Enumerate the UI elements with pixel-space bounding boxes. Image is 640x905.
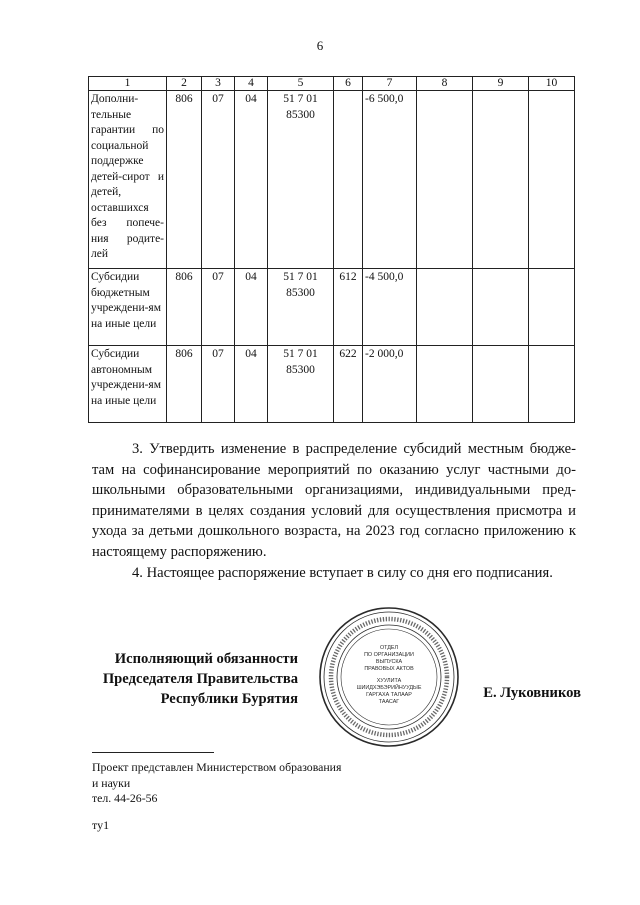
- row-name: Субсидии автономным учреждени-ям на иные цели: [89, 346, 167, 423]
- column-header: 8: [417, 77, 473, 91]
- column-header: 3: [202, 77, 235, 91]
- cell-ministry: 806: [167, 346, 202, 423]
- table-row: [89, 269, 575, 346]
- cell-expense-type: 612: [334, 269, 363, 346]
- column-header: 6: [334, 77, 363, 91]
- cell-subsection: 04: [235, 91, 268, 269]
- cell-amount: -2 000,0: [363, 346, 417, 423]
- footer-line: Проект представлен Министерством образования: [92, 760, 342, 774]
- signatory-title-line: Республики Бурятия: [160, 691, 298, 707]
- cell-target-code: 51 7 01 85300: [268, 91, 334, 269]
- cell-empty: [417, 91, 473, 269]
- cell-section: 07: [202, 346, 235, 423]
- cell-empty: [417, 269, 473, 346]
- page-number: 6: [316, 38, 324, 53]
- cell-amount: -6 500,0: [363, 91, 417, 269]
- cell-section: 07: [202, 269, 235, 346]
- cell-empty: [417, 346, 473, 423]
- seal-text-line: ТААСАГ: [378, 699, 400, 705]
- footer-note: [92, 760, 341, 807]
- cell-empty: [473, 91, 529, 269]
- column-header: 1: [89, 77, 167, 91]
- cell-section: 07: [202, 91, 235, 269]
- cell-target-code: 51 7 01 85300: [268, 269, 334, 346]
- table-row: [89, 91, 575, 269]
- cell-amount: -4 500,0: [363, 269, 417, 346]
- table-row: [89, 346, 575, 423]
- column-header: 2: [167, 77, 202, 91]
- cell-expense-type: 622: [334, 346, 363, 423]
- seal-text-line: ШИИДХЭБЭРИЙНУУДЫЕ: [356, 685, 422, 691]
- cell-subsection: 04: [235, 346, 268, 423]
- column-header: 4: [235, 77, 268, 91]
- cell-empty: [473, 269, 529, 346]
- paragraph-4: 4. Настоящее распоряжение вступает в силу со дня его подписания.: [132, 565, 553, 581]
- row-name: Дополни-тельные гарантии по социальной поддержке детей-сирот и детей, оставшихся без попече-ния родите-лей: [89, 91, 167, 269]
- seal-text-line: ПРАВОВЫХ АКТОВ: [364, 666, 414, 672]
- signatory-title: [86, 649, 298, 709]
- seal-text-line: ГАРГАХА ТАЛААР: [366, 692, 412, 698]
- signatory-name: Е. Луковников: [483, 685, 581, 701]
- table-header-row: [89, 77, 575, 91]
- cell-empty: [529, 269, 575, 346]
- seal-text-line: ОТДЕЛ: [379, 645, 399, 651]
- cell-expense-type: [334, 91, 363, 269]
- cell-ministry: 806: [167, 91, 202, 269]
- official-seal: [318, 606, 460, 748]
- column-header: 5: [268, 77, 334, 91]
- seal-text-line: ВЫПУСКА: [375, 659, 403, 665]
- seal-text-line: ПО ОРГАНИЗАЦИИ: [364, 652, 414, 658]
- signatory-title-line: Председателя Правительства: [102, 671, 298, 687]
- document-tag: ту1: [92, 818, 110, 832]
- cell-ministry: 806: [167, 269, 202, 346]
- seal-text-line: ХУУЛИТА: [376, 678, 402, 684]
- budget-table: [88, 76, 575, 423]
- column-header: 9: [473, 77, 529, 91]
- cell-empty: [529, 91, 575, 269]
- cell-empty: [529, 346, 575, 423]
- cell-subsection: 04: [235, 269, 268, 346]
- footer-divider: [92, 752, 214, 753]
- footer-line: и науки: [92, 775, 131, 790]
- cell-empty: [473, 346, 529, 423]
- cell-target-code: 51 7 01 85300: [268, 346, 334, 423]
- column-header: 7: [363, 77, 417, 91]
- paragraph-3: 3. Утвердить изменение в распределение субсидий местным бюдже-там на софинансирование мероприятий по оказанию услуг частными до-школьными образовательными организациями, индивидуальными пред-принимателями в целях создания условий для осуществления присмотра и ухода за детьми дошкольного возраста, на 2023 год согласно приложению к настоящему распоряжению.: [92, 441, 576, 560]
- footer-line: тел. 44-26-56: [92, 791, 158, 805]
- column-header: 10: [529, 77, 575, 91]
- row-name: Субсидии бюджетным учреждени-ям на иные цели: [89, 269, 167, 346]
- signatory-title-line: Исполняющий обязанности: [114, 651, 298, 667]
